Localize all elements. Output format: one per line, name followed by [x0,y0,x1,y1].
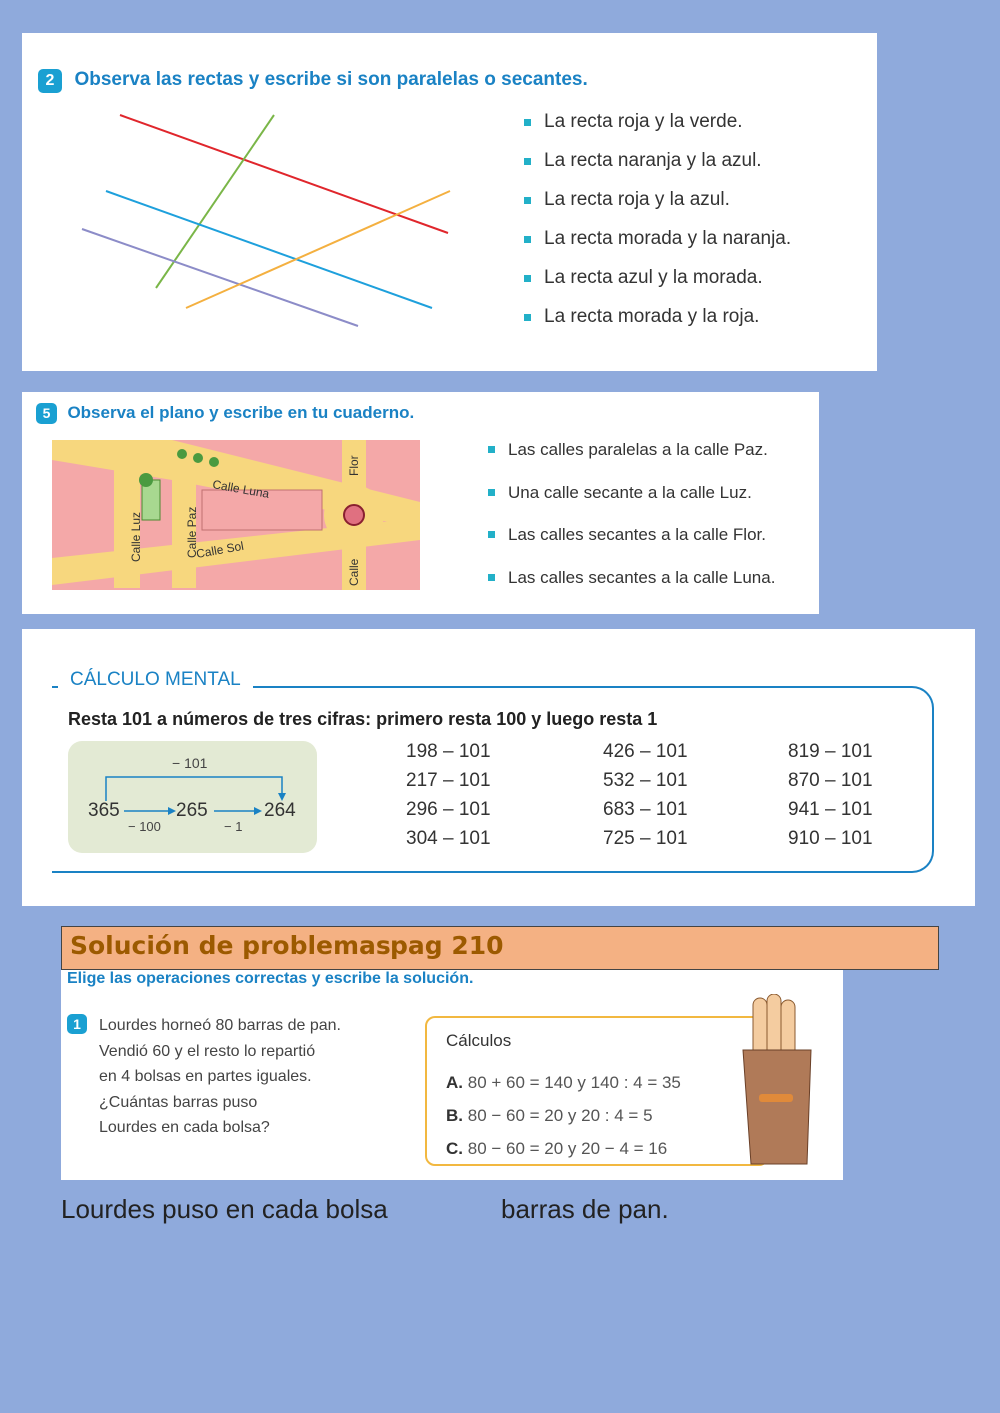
calc-item: 296 – 101 [406,799,491,820]
exercise-5-list [488,440,775,610]
problem-instruction: Elige las operaciones correctas y escribe la solución. [67,970,474,987]
option-text: 80 + 60 = 140 y 140 : 4 = 35 [467,1073,681,1092]
list-item: La recta morada y la naranja. [524,228,791,267]
calc-item: 683 – 101 [603,799,688,820]
bread-bag-illustration [737,994,817,1170]
option-b [446,1099,681,1132]
problem-line: Lourdes en cada bolsa? [99,1119,270,1136]
option-letter: C. [446,1139,463,1158]
problem-line: en 4 bolsas en partes iguales. [99,1068,312,1085]
calculos-options [446,1066,681,1165]
list-item: La recta roja y la verde. [524,111,791,150]
problem-card [61,970,843,1180]
exercise-5-title: Observa el plano y escribe en tu cuaderno. [67,403,415,422]
calc-item: 198 – 101 [406,741,491,762]
list-item: Las calles secantes a la calle Luna. [488,568,775,611]
problem-line: ¿Cuántas barras puso [99,1093,258,1111]
example-n2: 265 [176,800,208,821]
example-n3: 264 [264,800,296,821]
problemas-page: pag 210 [390,931,504,960]
problem-line: Vendió 60 y el resto lo repartió [99,1042,316,1060]
calc-column-2 [603,741,688,857]
list-item: La recta azul y la morada. [524,267,791,306]
calc-column-3 [788,741,873,857]
problem-number-badge: 1 [67,1014,87,1034]
example-sub2: − 1 [224,819,243,834]
calc-item: 426 – 101 [603,741,688,762]
calculos-box [425,1016,769,1166]
example-box [68,741,317,853]
calc-item: 217 – 101 [406,770,491,791]
lines-diagram [22,33,522,371]
calc-item: 941 – 101 [788,799,873,820]
map-label-paz: Calle Paz [185,506,199,558]
problemas-title: Solución de problemas [70,931,391,960]
map-label-sol: Calle Sol [195,538,245,561]
exercise-2-title: Observa las rectas y escribe si son paralelas o secantes. [74,69,588,90]
calculo-mental-card [22,629,975,906]
option-text: 80 − 60 = 20 y 20 : 4 = 5 [467,1106,653,1125]
option-letter: A. [446,1073,463,1092]
calc-item: 532 – 101 [603,770,688,791]
list-item: Las calles secantes a la calle Flor. [488,525,775,568]
problem-line: Lourdes horneó 80 barras de pan. [99,1017,341,1034]
exercise-2-card [22,33,877,371]
map-label-flor: Flor [347,455,361,476]
calculos-title: Cálculos [446,1031,512,1050]
example-top-label: − 101 [172,755,208,771]
orange-line [186,191,450,308]
option-text: 80 − 60 = 20 y 20 − 4 = 16 [467,1139,668,1158]
answer-text-start: Lourdes puso en cada bolsa [61,1194,388,1224]
calc-item: 910 – 101 [788,828,873,849]
calculo-heading: CÁLCULO MENTAL [58,669,253,691]
calc-item: 819 – 101 [788,741,873,762]
problemas-header-bar [61,926,939,970]
option-letter: B. [446,1106,463,1125]
red-line [120,115,448,233]
exercise-number-badge: 5 [36,403,57,424]
purple-line [82,229,358,326]
list-item: La recta roja y la azul. [524,189,791,228]
map-label-luz: Calle Luz [129,511,143,562]
option-c [446,1132,681,1165]
calc-column-1 [406,741,491,857]
exercise-5-header [36,403,414,424]
list-item: Una calle secante a la calle Luz. [488,483,775,526]
exercise-2-list [524,111,791,345]
example-n1: 365 [88,800,120,821]
option-a [446,1066,681,1099]
calc-item: 304 – 101 [406,828,491,849]
calculo-instruction: Resta 101 a números de tres cifras: primero resta 100 y luego resta 1 [68,709,658,729]
list-item: Las calles paralelas a la calle Paz. [488,440,775,483]
exercise-5-card [22,392,819,614]
list-item: La recta naranja y la azul. [524,150,791,189]
calc-item: 870 – 101 [788,770,873,791]
street-map [52,440,420,590]
answer-text-end: barras de pan. [501,1194,669,1224]
calc-item: 725 – 101 [603,828,688,849]
map-label-luna: Calle Luna [211,477,271,501]
exercise-number-badge: 2 [38,69,62,93]
map-label-calle: Calle [347,558,361,586]
problem-text [99,1013,341,1141]
list-item: La recta morada y la roja. [524,306,791,345]
blue-line [106,191,432,308]
example-sub1: − 100 [128,819,161,834]
